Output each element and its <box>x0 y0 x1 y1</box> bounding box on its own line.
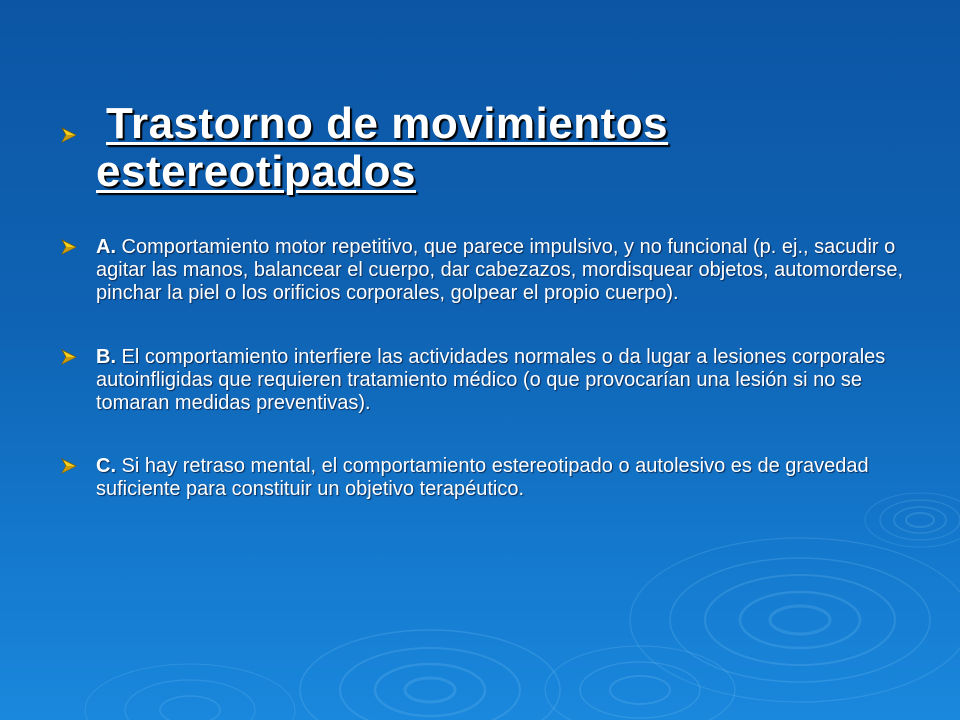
slide-title-line-1: Trastorno de movimientos <box>106 99 669 148</box>
arrow-bullet-icon <box>60 238 78 256</box>
criterion-b-body: El comportamiento interfiere las actividades normales o da lugar a lesiones corporales autoinfligidas que requieren tratamiento médico (o que provocarían una lesión si no se tomaran medidas preventivas). <box>96 346 886 414</box>
criterion-c-text <box>96 455 920 501</box>
criterion-a-letter: A. <box>96 236 116 258</box>
criterion-b <box>60 346 920 415</box>
title-item <box>60 100 920 196</box>
criterion-c-body: Si hay retraso mental, el comportamiento estereotipado o autolesivo es de gravedad suficiente para constituir un objetivo terapéutico. <box>96 455 869 500</box>
criterion-c <box>60 455 920 501</box>
criterion-a-body: Comportamiento motor repetitivo, que parece impulsivo, y no funcional (p. ej., sacudir o agitar las manos, balancear el cuerpo, dar cabezazos, mordisquear objetos, automorderse, pinchar la piel o los orificios corporales, golpear el propio cuerpo). <box>96 236 904 304</box>
slide-title <box>96 100 920 196</box>
criterion-c-letter: C. <box>96 455 116 477</box>
arrow-bullet-icon <box>60 126 78 144</box>
slide-title-line-2: estereotipados <box>96 147 416 196</box>
criterion-a-text <box>96 236 920 305</box>
arrow-bullet-icon <box>60 457 78 475</box>
criterion-b-letter: B. <box>96 346 116 368</box>
arrow-bullet-icon <box>60 348 78 366</box>
slide-content <box>60 100 920 501</box>
criterion-b-text <box>96 346 920 415</box>
criterion-a <box>60 236 920 305</box>
